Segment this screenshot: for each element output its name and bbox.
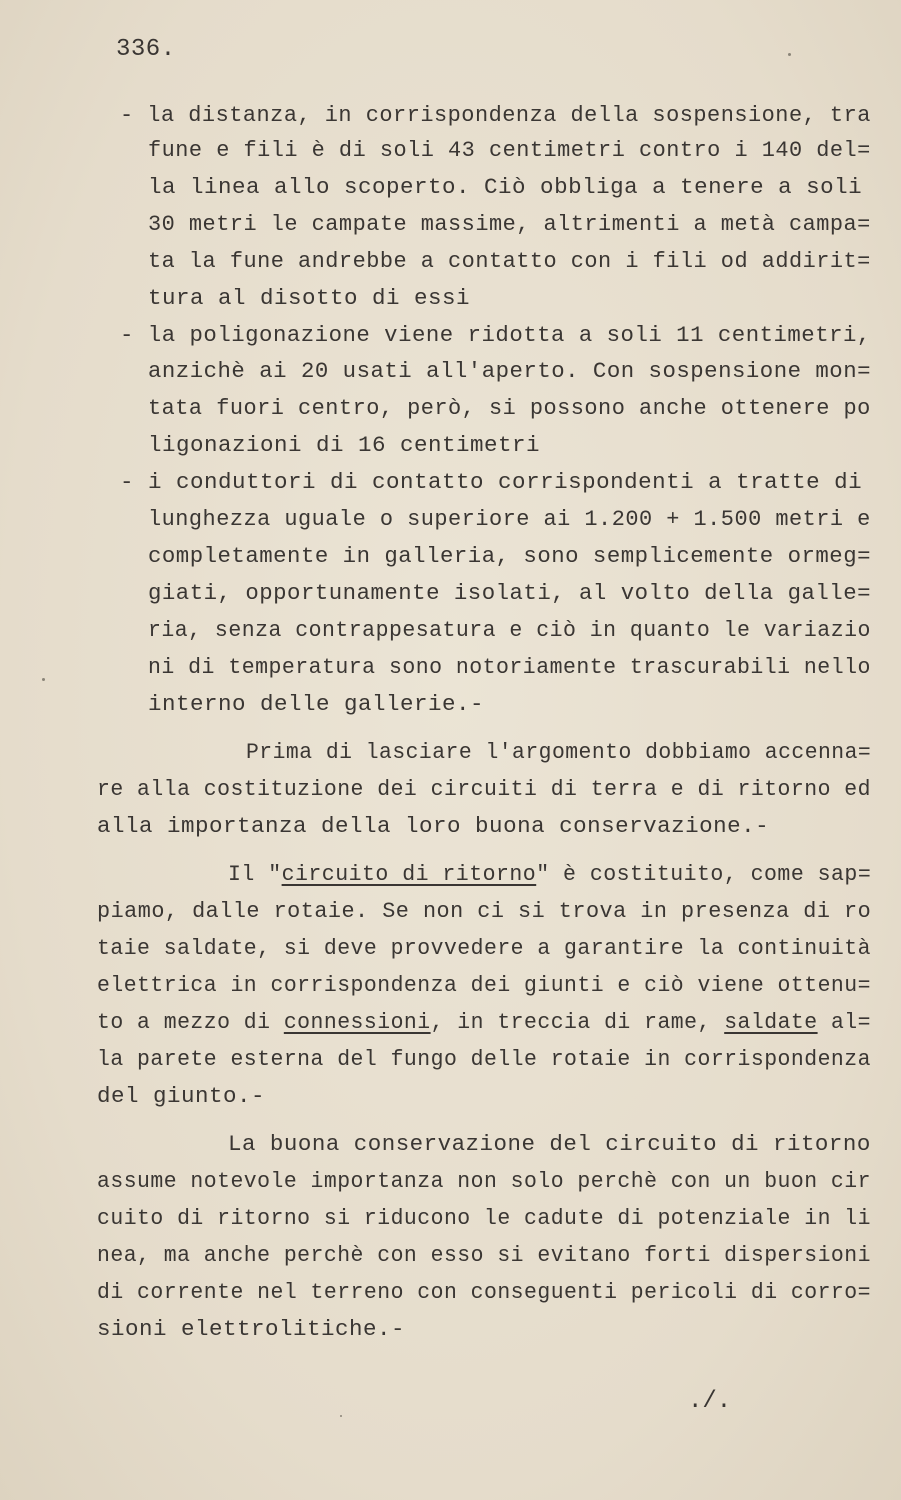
page-number: 336. <box>116 36 176 63</box>
para3-line-6: sioni elettrolitiche.- <box>97 1316 406 1342</box>
paper-speck <box>340 1415 342 1417</box>
para2-line-7: del giunto.- <box>97 1083 266 1109</box>
bullet3-line-5: ria, senza contrappesatura e ciò in quanto le variazio <box>148 617 871 643</box>
para2-line-5: to a mezzo di connessioni, in treccia di rame, saldate al= <box>97 1009 871 1035</box>
underlined-term-circuito-di-ritorno: circuito di ritorno <box>281 861 537 887</box>
bullet1-line-1: - la distanza, in corrispondenza della sospensione, tra <box>120 102 871 128</box>
para3-line-4: nea, ma anche perchè con esso si evitano forti dispersioni <box>97 1242 871 1268</box>
paper-speck <box>42 678 45 681</box>
continuation-mark: ./. <box>688 1388 732 1415</box>
bullet2-line-2: anzichè ai 20 usati all'aperto. Con sospensione mon= <box>148 358 872 384</box>
bullet1-line-3: la linea allo scoperto. Ciò obbliga a tenere a soli <box>148 174 863 200</box>
paper-speck <box>788 53 791 56</box>
bullet3-line-3: completamente in galleria, sono semplicemente ormeg= <box>148 543 872 569</box>
para3-line-2: assume notevole importanza non solo perchè con un buon cir <box>97 1168 871 1194</box>
underlined-term-connessioni: connessioni <box>283 1009 431 1035</box>
bullet3-line-1: - i conduttori di contatto corrispondenti a tratte di <box>120 469 863 495</box>
bullet3-line-7: interno delle gallerie.- <box>148 691 485 717</box>
para2-line-3: taie saldate, si deve provvedere a garantire la continuità <box>97 935 871 961</box>
bullet3-line-6: ni di temperatura sono notoriamente trascurabili nello <box>148 654 871 680</box>
para3-line-1: La buona conservazione del circuito di ritorno <box>228 1131 871 1157</box>
bullet1-line-5: ta la fune andrebbe a contatto con i fili od addirit= <box>148 248 871 274</box>
underlined-term-saldate: saldate <box>724 1009 818 1035</box>
bullet1-line-2: fune e fili è di soli 43 centimetri contro i 140 del= <box>148 137 871 163</box>
para2-line-2: piamo, dalle rotaie. Se non ci si trova in presenza di ro <box>97 898 872 924</box>
para2-line-6: la parete esterna del fungo delle rotaie in corrispondenza <box>97 1046 871 1072</box>
para1-line-2: re alla costituzione dei circuiti di terra e di ritorno ed <box>97 776 871 802</box>
bullet2-line-1: - la poligonazione viene ridotta a soli 11 centimetri, <box>120 322 871 348</box>
bullet1-line-6: tura al disotto di essi <box>148 285 471 311</box>
bullet2-line-4: ligonazioni di 16 centimetri <box>148 432 541 458</box>
bullet3-line-4: giati, opportunamente isolati, al volto della galle= <box>148 580 872 606</box>
para1-line-1: Prima di lasciare l'argomento dobbiamo accenna= <box>246 739 872 765</box>
para1-line-3: alla importanza della loro buona conservazione.- <box>97 813 770 839</box>
bullet1-line-4: 30 metri le campate massime, altrimenti a metà campa= <box>148 211 871 237</box>
para2-line-1: Il "circuito di ritorno" è costituito, come sap= <box>228 861 872 887</box>
para3-line-3: cuito di ritorno si riducono le cadute di potenziale in li <box>97 1205 871 1231</box>
bullet2-line-3: tata fuori centro, però, si possono anche ottenere po <box>148 395 871 421</box>
para2-line-4: elettrica in corrispondenza dei giunti e ciò viene ottenu= <box>97 972 871 998</box>
bullet3-line-2: lunghezza uguale o superiore ai 1.200 + 1.500 metri e <box>148 506 871 532</box>
para3-line-5: di corrente nel terreno con conseguenti pericoli di corro= <box>97 1279 871 1305</box>
